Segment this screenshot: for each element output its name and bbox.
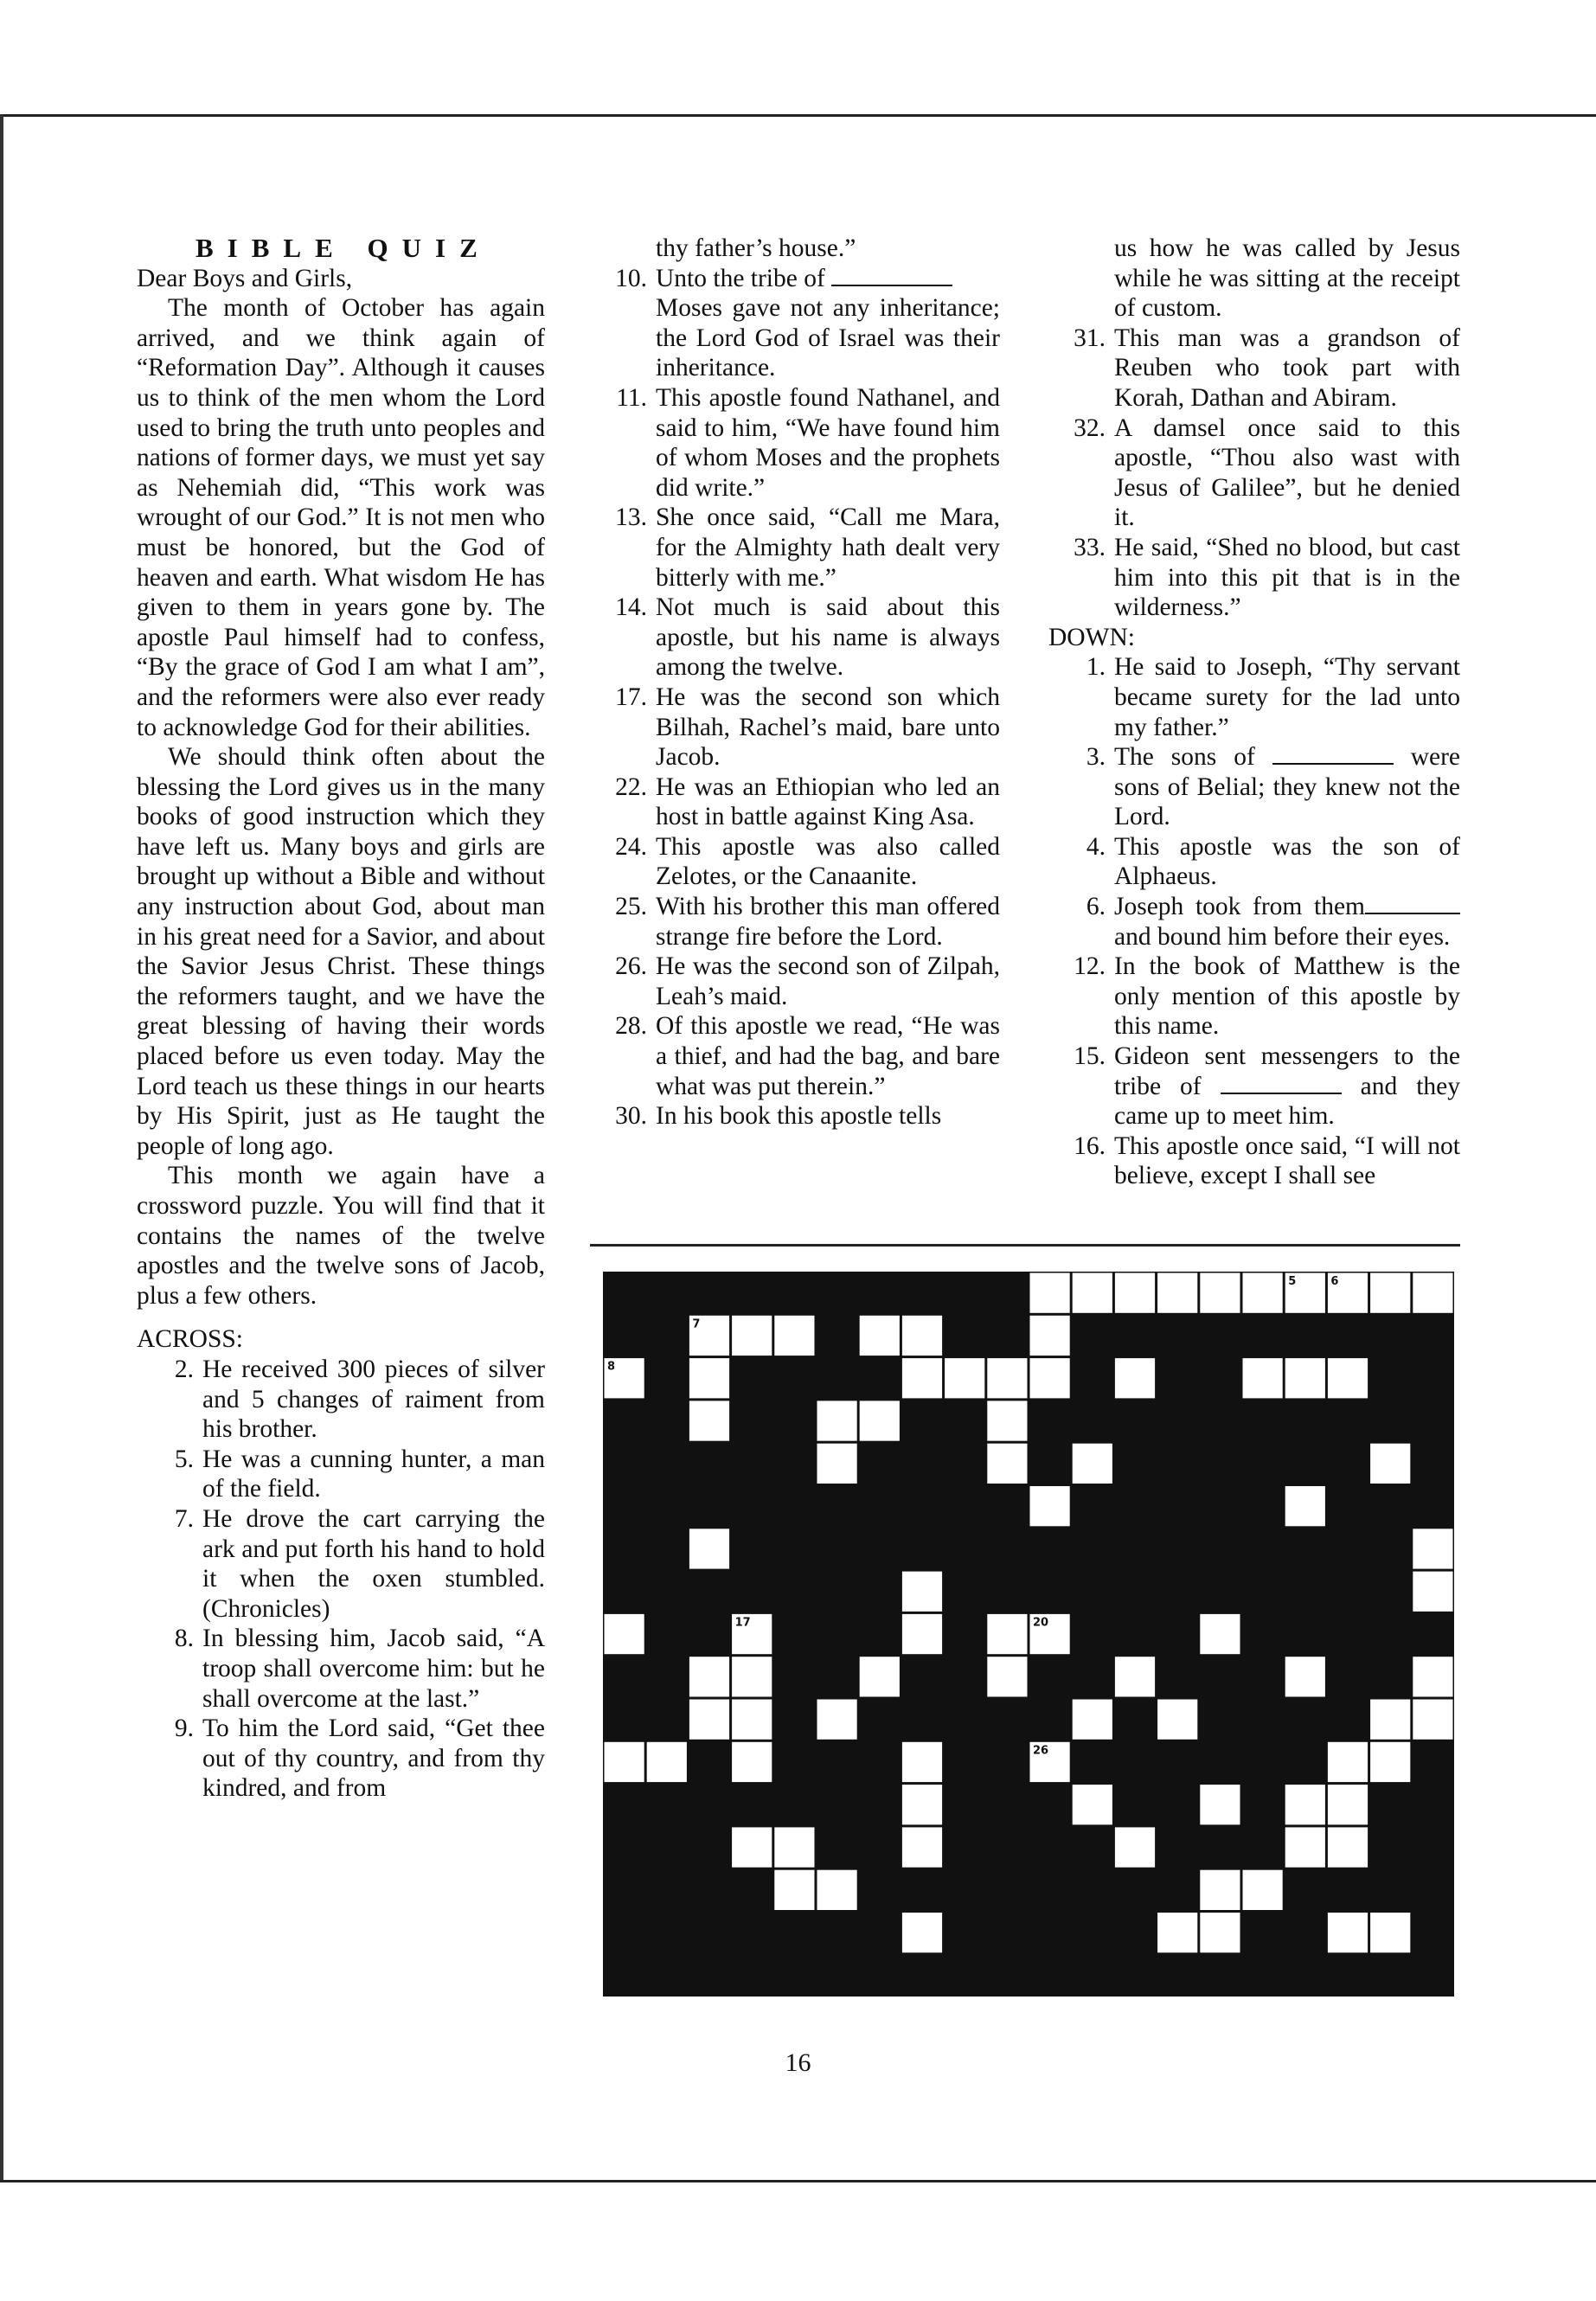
crossword-cell[interactable]: [1285, 1785, 1325, 1824]
crossword-cell[interactable]: [1115, 1827, 1155, 1867]
crossword-cell[interactable]: [1285, 1486, 1325, 1526]
crossword-cell[interactable]: [689, 1657, 729, 1696]
across-clue-9-continued: thy father’s house.”: [656, 234, 856, 262]
crossword-cell[interactable]: [1413, 1657, 1452, 1696]
across-clue-28: 28. Of this apostle we read, “He was a thief, and had the bag, and bare what was put therein.”: [615, 1012, 1000, 1100]
crossword-cell[interactable]: [689, 1358, 729, 1398]
across-clue-10: 10. Unto the tribe of Moses gave not any inheritance; the Lord God of Israel was their inheritance.: [615, 264, 1000, 382]
crossword-cell[interactable]: [1073, 1700, 1112, 1740]
grid-number: 23: [607, 1658, 624, 1672]
crossword-cell[interactable]: [1243, 1273, 1283, 1313]
crossword-cell[interactable]: [902, 1316, 942, 1356]
crossword-cell[interactable]: [860, 1657, 900, 1696]
crossword-cell[interactable]: [647, 1742, 687, 1782]
crossword-cell[interactable]: [902, 1785, 942, 1824]
crossword-cell[interactable]: [902, 1913, 942, 1952]
bottom-rule: [0, 2180, 1596, 2182]
crossword-cell[interactable]: [732, 1657, 772, 1696]
crossword-cell[interactable]: [817, 1444, 857, 1484]
crossword-cell[interactable]: [987, 1400, 1027, 1440]
crossword-cell[interactable]: [1413, 1700, 1452, 1740]
crossword-cell[interactable]: [1073, 1273, 1112, 1313]
grid-number: 21: [1160, 1616, 1176, 1630]
down-clue-15: 15. Gideon sent messengers to the tribe of and they came up to meet him.: [1074, 1042, 1461, 1131]
down-clue-16: 16. This apostle once said, “I will not believe, except I shall see: [1074, 1131, 1460, 1190]
grid-number: 18: [862, 1616, 879, 1630]
crossword-cell[interactable]: [1157, 1913, 1197, 1952]
grid-number: 15: [1288, 1574, 1304, 1587]
crossword-cell[interactable]: [1030, 1358, 1070, 1398]
across-clue-30: 30. In his book this apostle tells: [615, 1102, 942, 1131]
down-clue-3: 3. The sons of were sons of Belial; they knew not the Lord.: [1086, 743, 1461, 831]
crossword-cell[interactable]: [1413, 1273, 1452, 1313]
crossword-cell[interactable]: [732, 1700, 772, 1740]
grid-number: 9: [1160, 1360, 1169, 1374]
crossword-cell[interactable]: [1073, 1785, 1112, 1824]
crossword-cell[interactable]: [1073, 1444, 1112, 1484]
across-clue-8: 8. In blessing him, Jacob said, “A troop shall overcome him: but he shall overcome at the last.”: [174, 1625, 545, 1713]
crossword-cell[interactable]: [1200, 1913, 1240, 1952]
answer-blank: [1365, 892, 1460, 914]
crossword-cell[interactable]: [689, 1700, 729, 1740]
across-clue-11: 11. This apostle found Nathanel, and said to him, “We have found him of whom Moses and the prophets did write.”: [616, 383, 1000, 502]
grid-number: 14: [777, 1530, 793, 1544]
across-clue-25: 25. With his brother this man offered strange fire before the Lord.: [615, 893, 1000, 951]
crossword-cell[interactable]: [1285, 1358, 1325, 1398]
crossword-cell[interactable]: [902, 1358, 942, 1398]
crossword-cell[interactable]: [732, 1316, 772, 1356]
crossword-cell[interactable]: [1328, 1358, 1368, 1398]
column-3: [1048, 234, 1460, 1191]
crossword-cell[interactable]: [1200, 1273, 1240, 1313]
grid-number: 33: [1033, 1914, 1049, 1928]
page-edge: [0, 114, 3, 2182]
grid-number: 16: [1373, 1574, 1389, 1587]
crossword-cell[interactable]: [774, 1827, 814, 1867]
grid-number: 28: [1246, 1786, 1262, 1800]
grid-number: 20: [1033, 1616, 1049, 1630]
crossword-cell[interactable]: [860, 1400, 900, 1440]
crossword-cell[interactable]: [1328, 1785, 1368, 1824]
crossword-cell[interactable]: [902, 1572, 942, 1612]
grid-number: 5: [1288, 1275, 1297, 1288]
grid-number: 24: [1033, 1658, 1049, 1672]
grid-number: 8: [607, 1360, 616, 1374]
crossword-cell[interactable]: [1413, 1572, 1452, 1612]
grid-number: 19: [947, 1616, 964, 1630]
crossword-cell[interactable]: [987, 1657, 1027, 1696]
crossword-cell[interactable]: [902, 1614, 942, 1654]
grid-number: 7: [692, 1317, 701, 1331]
crossword-cell[interactable]: [987, 1614, 1027, 1654]
grid-number: 2: [862, 1275, 871, 1288]
crossword-cell[interactable]: [1030, 1273, 1070, 1313]
answer-blank: [1272, 742, 1394, 765]
crossword-cell[interactable]: [1370, 1913, 1410, 1952]
crossword-cell[interactable]: [1370, 1273, 1410, 1313]
crossword-cell[interactable]: [732, 1742, 772, 1782]
crossword-cell[interactable]: [732, 1827, 772, 1867]
down-clue-12: 12. In the book of Matthew is the only mention of this apostle by this name.: [1074, 952, 1460, 1041]
crossword-cell[interactable]: [1328, 1827, 1368, 1867]
grid-number: 11: [650, 1445, 666, 1459]
crossword-cell[interactable]: [689, 1400, 729, 1440]
page-number: 16: [785, 2048, 811, 2077]
across-clue-14: 14. Not much is said about this apostle, but his name is always among the twelve.: [615, 593, 1000, 682]
crossword-cell[interactable]: [1285, 1827, 1325, 1867]
crossword-cell[interactable]: [605, 1614, 644, 1654]
grid-number: 22: [1246, 1616, 1262, 1630]
down-clue-1: 1. He said to Joseph, “Thy servant became surety for the lad unto my father.”: [1086, 653, 1460, 741]
grid-number: 3: [905, 1275, 913, 1288]
crossword-cell[interactable]: [1200, 1614, 1240, 1654]
crossword-cell[interactable]: [945, 1358, 984, 1398]
crossword-cell[interactable]: [689, 1529, 729, 1568]
intro-paragraph-3: This month we again have a crossword puzzle. You will find that it contains the names of the twelve apostles and the twelve sons of Jacob, plus a few others.: [137, 1162, 545, 1310]
across-clue-26: 26. He was the second son of Zilpah, Leah’s maid.: [615, 952, 1000, 1010]
across-clue-32: 32. A damsel once said to this apostle, “Thou also wast with Jesus of Galilee”, but he denied it.: [1074, 413, 1460, 532]
answer-blank: [1221, 1072, 1342, 1094]
grid-number: 4: [990, 1275, 998, 1288]
crossword-cell[interactable]: [1157, 1700, 1197, 1740]
grid-number: 12: [777, 1445, 793, 1459]
crossword-cell[interactable]: [817, 1870, 857, 1910]
intro-paragraph-1: The month of October has again arrived, and we think again of “Reformation Day”. Although it causes us to think of the men whom the Lord used to bring the truth unto peoples and nations of former days, we must yet say as Nehemiah did, “This work was wrought of our God.” It is not men who must be honored, but the God of heaven and earth. What wisdom He has given to them in years gone by. The apostle Paul himself had to confess, “By the grace of God I am what I am”, and the reformers were also ever ready to acknowledge God for their abilities.: [137, 294, 545, 741]
crossword-cell[interactable]: [902, 1742, 942, 1782]
crossword-cell[interactable]: [817, 1700, 857, 1740]
grid-number: 27: [734, 1786, 751, 1800]
grid-separator-rule: [590, 1244, 1460, 1247]
greeting: Dear Boys and Girls,: [137, 264, 353, 292]
crossword-cell[interactable]: [817, 1400, 857, 1440]
crossword-cell[interactable]: [1030, 1486, 1070, 1526]
crossword-cell[interactable]: [902, 1827, 942, 1867]
column-2: [590, 234, 1000, 1131]
grid-number: 1: [692, 1275, 701, 1288]
crossword-cell[interactable]: [1370, 1742, 1410, 1782]
grid-number: 32: [692, 1914, 708, 1928]
grid-number: 29: [1373, 1786, 1389, 1800]
across-clue-33: 33. He said, “Shed no blood, but cast him into this pit that is in the wilderness.”: [1074, 533, 1460, 622]
crossword-cell[interactable]: [1115, 1358, 1155, 1398]
grid-number: 31: [1246, 1829, 1262, 1843]
quiz-title: BIBLE QUIZ: [195, 233, 491, 263]
crossword-cell[interactable]: [1328, 1742, 1368, 1782]
crossword-cell[interactable]: [1200, 1870, 1240, 1910]
grid-number: 26: [1033, 1744, 1049, 1758]
crossword-cell[interactable]: [987, 1358, 1027, 1398]
across-clue-5: 5. He was a cunning hunter, a man of the field.: [174, 1445, 545, 1503]
crossword-grid: [603, 1272, 1454, 1997]
grid-background: [603, 1272, 1454, 1997]
across-clue-7: 7. He drove the cart carrying the ark and put forth his hand to hold it when the oxen stumbled. (Chronicles): [174, 1504, 545, 1623]
intro-paragraph-2: We should think often about the blessing the Lord gives us in the many books of good instruction which they have left us. Many boys and girls are brought up without a Bible and without any instruction about God, about man in his great need for a Savior, and about the Savior Jesus Christ. These things the reformers taught, and we have the great blessing of having their words placed before us even today. May the Lord teach us these things in our hearts by His Spirit, just as He taught the people of long ago.: [137, 743, 545, 1160]
down-clue-4: 4. This apostle was the son of Alphaeus.: [1086, 832, 1460, 891]
down-clue-6: 6. Joseph took from them and bound him before their eyes.: [1048, 892, 1460, 952]
across-clue-13: 13. She once said, “Call me Mara, for the Almighty hath dealt very bitterly with me.”: [615, 503, 1000, 592]
column-1: [137, 234, 545, 1804]
crossword-cell[interactable]: [1243, 1870, 1283, 1910]
crossword-cell[interactable]: [1328, 1913, 1368, 1952]
across-clue-31: 31. This man was a grandson of Reuben who took part with Korah, Dathan and Abiram.: [1074, 324, 1460, 412]
across-heading: ACROSS:: [137, 1325, 243, 1354]
crossword-cell[interactable]: [1413, 1529, 1452, 1568]
down-heading: DOWN:: [1048, 623, 1135, 651]
top-rule: [0, 114, 1596, 117]
crossword-cell[interactable]: [987, 1444, 1027, 1484]
crossword-cell[interactable]: [1243, 1358, 1283, 1398]
crossword-cell[interactable]: [605, 1742, 644, 1782]
crossword-cell[interactable]: [860, 1316, 900, 1356]
grid-number: 6: [1330, 1275, 1339, 1288]
crossword-cell[interactable]: [774, 1316, 814, 1356]
grid-number: 13: [1246, 1445, 1262, 1459]
crossword-cell[interactable]: [1285, 1657, 1325, 1696]
across-clue-2: 2. He received 300 pieces of silver and 5 changes of raiment from his brother.: [174, 1355, 545, 1444]
crossword-cell[interactable]: [1157, 1273, 1197, 1313]
across-clue-24: 24. This apostle was also called Zelotes, or the Canaanite.: [615, 832, 1000, 891]
crossword-cell[interactable]: [774, 1870, 814, 1910]
crossword-cell[interactable]: [1370, 1444, 1410, 1484]
crossword-cell[interactable]: [1370, 1700, 1410, 1740]
crossword-cell[interactable]: [1115, 1657, 1155, 1696]
across-clue-30-continued: us how he was called by Jesus while he was sitting at the receipt of custom.: [1114, 234, 1460, 323]
across-clue-22: 22. He was an Ethiopian who led an host in battle against King Asa.: [615, 772, 1000, 831]
crossword-cell[interactable]: [1200, 1785, 1240, 1824]
grid-number: 10: [947, 1402, 964, 1416]
grid-number: 30: [692, 1829, 708, 1843]
across-clue-9: 9. To him the Lord said, “Get thee out of thy country, and from thy kindred, and from: [174, 1715, 545, 1803]
answer-blank: [831, 264, 952, 286]
grid-number: 17: [734, 1616, 751, 1630]
crossword-cell[interactable]: [1030, 1316, 1070, 1356]
grid-number: 25: [607, 1702, 624, 1715]
crossword-cell[interactable]: [1115, 1273, 1155, 1313]
across-clue-17: 17. He was the second son which Bilhah, Rachel’s maid, bare unto Jacob.: [615, 683, 1000, 772]
